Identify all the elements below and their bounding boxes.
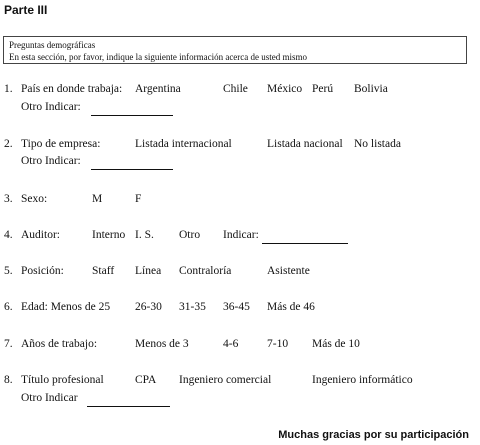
question-1-other-field[interactable]	[91, 103, 173, 119]
question-7-option-4-6[interactable]: 4-6	[223, 338, 239, 350]
question-7-label: Años de trabajo:	[21, 338, 98, 350]
question-1-option-chile[interactable]: Chile	[223, 83, 248, 95]
question-4-option-otro[interactable]: Otro	[179, 229, 201, 241]
question-3-label: Sexo:	[21, 193, 48, 205]
question-7-option-7-10[interactable]: 7-10	[267, 338, 289, 350]
question-6-option-36-45[interactable]: 36-45	[223, 301, 250, 313]
question-7-number: 7.	[4, 338, 13, 350]
question-1-option-mexico[interactable]: México	[267, 83, 303, 95]
question-4-option-interno[interactable]: Interno	[92, 229, 126, 241]
question-5-option-asistente[interactable]: Asistente	[267, 265, 310, 277]
question-1-option-bolivia[interactable]: Bolivia	[354, 83, 388, 95]
question-3-option-f[interactable]: F	[135, 193, 142, 205]
question-8-number: 8.	[4, 374, 13, 386]
thanks-message: Muchas gracias por su participación	[278, 429, 469, 441]
question-8-option-ingeniero-comercial[interactable]: Ingeniero comercial	[179, 374, 272, 386]
question-8-other-label: Otro Indicar	[21, 392, 78, 404]
question-6-option-31-35[interactable]: 31-35	[179, 301, 206, 313]
question-4-label: Auditor:	[21, 229, 60, 241]
question-6-option-mas-de-46[interactable]: Más de 46	[267, 301, 315, 313]
question-5-option-linea[interactable]: Línea	[135, 265, 162, 277]
question-4-option-is[interactable]: I. S.	[135, 229, 154, 241]
question-2-other-label: Otro Indicar:	[21, 155, 81, 167]
question-8-option-cpa[interactable]: CPA	[135, 374, 157, 386]
question-2-option-no-listada[interactable]: No listada	[354, 138, 401, 150]
question-6-option-26-30[interactable]: 26-30	[135, 301, 162, 313]
question-1-other-label: Otro Indicar:	[21, 101, 81, 113]
question-5-option-contraloria[interactable]: Contraloría	[179, 265, 232, 277]
question-7-option-menos-de-3[interactable]: Menos de 3	[135, 338, 189, 350]
question-4-other-field[interactable]	[262, 231, 348, 247]
question-2-other-field[interactable]	[91, 157, 173, 173]
instructions-text: En esta sección, por favor, indique la siguiente información acerca de usted mismo	[9, 52, 308, 62]
question-2-option-listada-internacional[interactable]: Listada internacional	[135, 138, 232, 150]
question-3-number: 3.	[4, 193, 13, 205]
question-5-number: 5.	[4, 265, 13, 277]
question-4-other-label: Indicar:	[223, 229, 259, 241]
question-5-option-staff[interactable]: Staff	[92, 265, 115, 277]
part-title: Parte III	[4, 3, 48, 17]
question-8-option-ingeniero-informatico[interactable]: Ingeniero informático	[312, 374, 413, 386]
question-6-number: 6.	[4, 301, 13, 313]
question-8-label: Título profesional	[21, 374, 104, 386]
question-1-option-argentina[interactable]: Argentina	[135, 83, 181, 95]
instructions-box	[3, 36, 467, 64]
question-2-label: Tipo de empresa:	[21, 138, 101, 150]
question-6-label: Edad: Menos de 25	[21, 301, 111, 313]
question-8-other-field[interactable]	[87, 394, 170, 410]
question-1-option-peru[interactable]: Perú	[312, 83, 334, 95]
instructions-heading: Preguntas demográficas	[9, 40, 96, 50]
question-1-label: País en donde trabaja:	[21, 83, 123, 95]
question-5-label: Posición:	[21, 265, 64, 277]
question-1-number: 1.	[4, 83, 13, 95]
question-2-number: 2.	[4, 138, 13, 150]
question-7-option-mas-de-10[interactable]: Más de 10	[312, 338, 360, 350]
question-2-option-listada-nacional[interactable]: Listada nacional	[267, 138, 343, 150]
question-4-number: 4.	[4, 229, 13, 241]
question-3-option-m[interactable]: M	[92, 193, 103, 205]
